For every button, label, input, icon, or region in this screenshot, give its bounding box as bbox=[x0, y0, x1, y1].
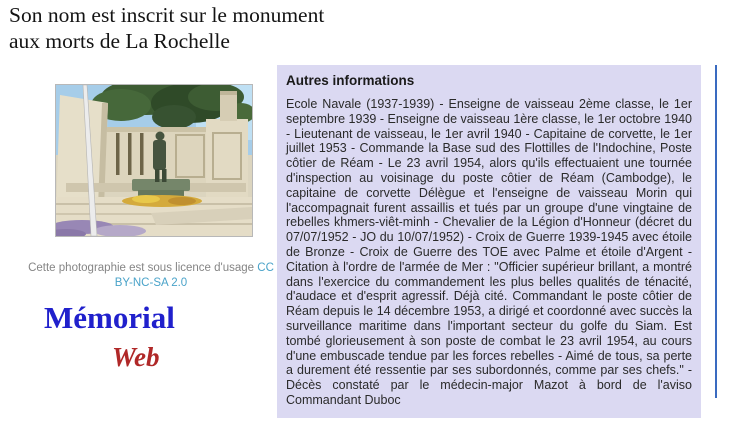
logo-memorial-text: Mémorial bbox=[44, 300, 175, 335]
page-title-line2: aux morts de La Rochelle bbox=[9, 29, 230, 53]
memorial-web-logo[interactable] bbox=[0, 298, 260, 393]
memorial-photo-image bbox=[56, 85, 252, 236]
caption-text: Cette photographie est sous licence d'usage bbox=[28, 262, 255, 274]
page-title bbox=[9, 2, 324, 54]
info-box-title: Autres informations bbox=[286, 73, 415, 88]
page-title-line1: Son nom est inscrit sur le monument bbox=[9, 3, 325, 27]
logo-web-text: Web bbox=[112, 342, 160, 372]
info-box bbox=[277, 65, 701, 418]
photo-license-caption bbox=[3, 261, 299, 291]
vertical-divider bbox=[715, 65, 717, 398]
memorial-photo bbox=[55, 84, 253, 237]
info-box-body: Ecole Navale (1937-1939) - Enseigne de vaisseau 2ème classe, le 1er septembre 1939 - Enseigne de vaisseau 1ère classe, le 1er octobre 1940 - Lieutenant de vaisseau, le 1er avril 1940 - Capitaine de corvette, le 1er juillet 1953 - Commande la Base sud des Flottilles de l'Indochine, Poste côtier de Réam - Le 23 avril 1954, alors qu'ils effectuaient une tournée d'inspection au voisinage du poste côtier de Réam (Cambodge), le capitaine de corvette Délègue et l'enseigne de vaisseau Morin qui l'accompagnait furent assaillis et tués par un groupe d'une vingtaine de rebelles khmers-viêt-minh - Chevalier de la Légion d'Honneur (décret du 07/07/1952 - JO du 10/07/1952) - Croix de Guerre 1939-1945 avec étoile de Bronze - Croix de Guerre des TOE avec Palme et étoile d'Argent - Citation à l'ordre de l'armée de Mer : "Officier supérieur brillant, a montré dans l'exercice du commandement les plus belles qualités de ténacité, d'audace et d'esprit agressif. Déjà cité. Commandant le poste côtier de Réam depuis le 14 décembre 1953, a dirigé et coordonné avec succès la surveillance maritime dans l'important secteur du golfe du Siam. Est tombé glorieusement à son poste de combat le 23 avril 1954, au cours d'une embuscade tendue par les forces rebelles - Aimé de tous, sa perte a durement été ressentie par ses subordonnés, comme par ses chefs." - Décès constaté par le médecin-major Mazot à bord de l'aviso Commandant Duboc bbox=[286, 97, 692, 407]
license-link-cc[interactable]: CC bbox=[257, 262, 274, 274]
license-link-version[interactable]: BY-NC-SA 2.0 bbox=[114, 277, 188, 289]
